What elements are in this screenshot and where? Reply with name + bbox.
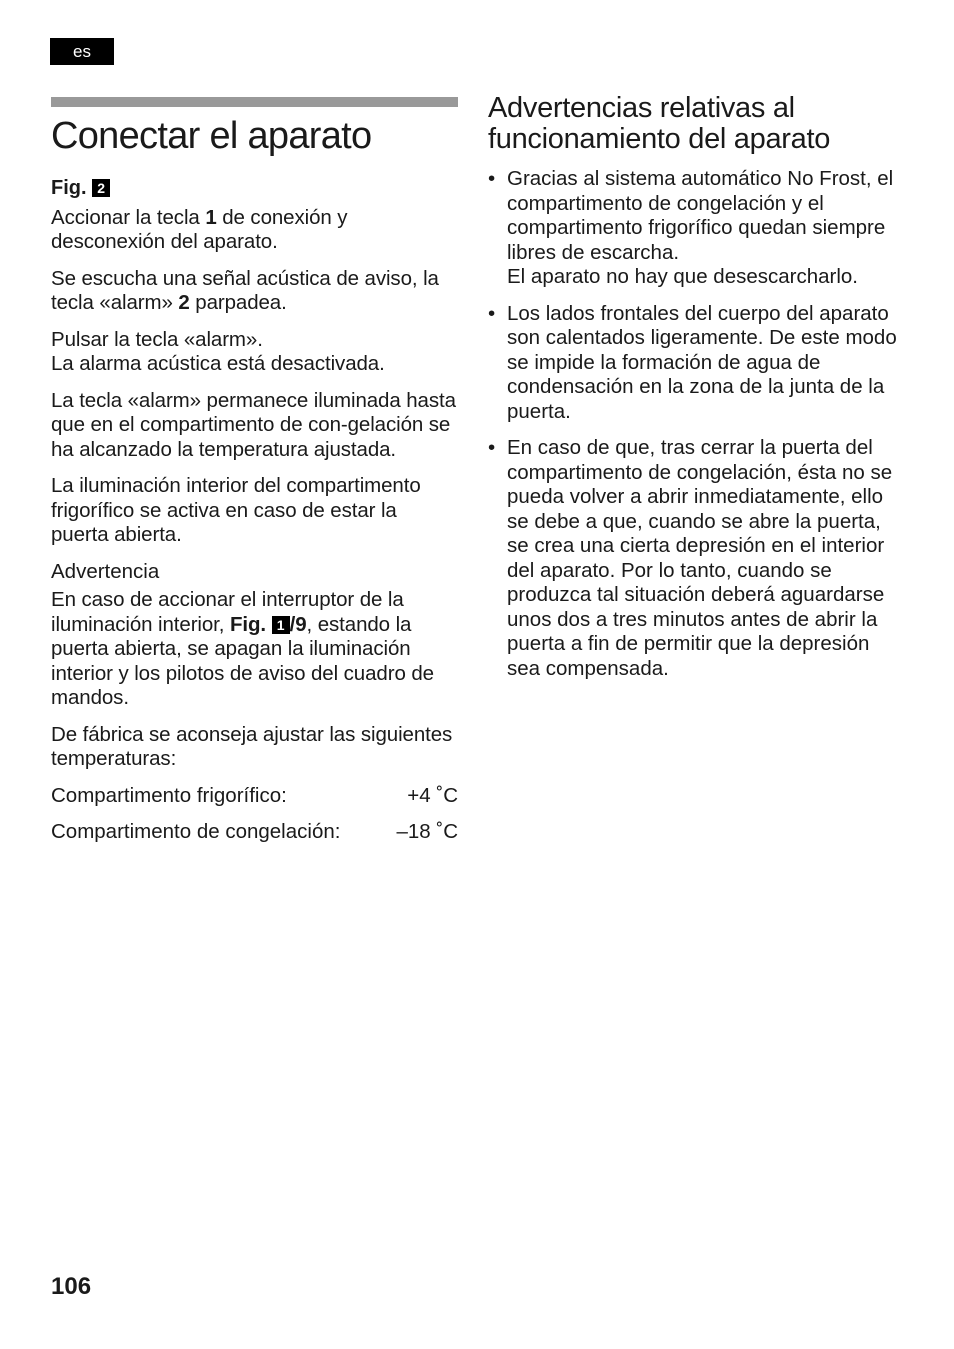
paragraph-alarm-signal: Se escucha una señal acústica de aviso, la tecla «alarm» 2 parpadea.: [51, 266, 439, 315]
warning-paragraph: En caso de accionar el interruptor de la iluminación interior, Fig. 1 /9, estando la puerta abierta, se apagan la iluminación interior y los pilotos de aviso del cuadro de mandos.: [51, 588, 434, 710]
bullet-icon: •: [488, 301, 496, 325]
list-item: • En caso de que, tras cerrar la puerta del compartimento de congelación, ésta no se pueda volver a abrir inmediatamente, ello se debe a que, cuando se abre la puerta, se crea una cierta depresión en el interior del aparato. Por lo tanto, cuando se produzca tal situación deberá aguardarse unos dos a tres minutos antes de abrir la puerta a fin de permitir que la depresión sea compensada.: [488, 436, 893, 680]
paragraph-factory-temps: De fábrica se aconseja ajustar las siguientes temperaturas:: [51, 722, 453, 771]
paragraph-press-alarm: Pulsar la tecla «alarm». La alarma acústica está desactivada.: [51, 327, 385, 376]
paragraph-switch-on: Accionar la tecla 1 de conexión y desconexión del aparato.: [51, 205, 348, 254]
language-tab: es: [50, 38, 114, 65]
section-title-warnings: Advertencias relativas al funcionamiento del aparato: [488, 92, 831, 155]
temperature-label: Compartimento de congelación:: [51, 820, 341, 844]
left-column: [51, 97, 458, 857]
bullet-icon: •: [488, 167, 496, 190]
temperature-value: –18 ˚C: [396, 820, 458, 844]
warnings-list: [488, 167, 903, 681]
right-column: [488, 93, 903, 693]
paragraph-interior-light: La iluminación interior del compartimento frigorífico se activa en caso de estar la puerta abierta.: [51, 474, 421, 547]
section-rule: [51, 97, 458, 107]
section-title-connect: Conectar el aparato: [51, 115, 372, 157]
paragraph-alarm-illuminated: La tecla «alarm» permanece iluminada hasta que en el compartimento de con-gelación se ha alcanzado la temperatura ajustada.: [51, 388, 456, 461]
temperature-row-freezer: [51, 820, 458, 845]
list-item: • Los lados frontales del cuerpo del aparato son calentados ligeramente. De este modo se impide la formación de agua de condensación en la zona de la junta de la puerta.: [488, 301, 897, 423]
temperature-row-fridge: [51, 784, 458, 809]
figure-number-badge: 1: [272, 616, 290, 634]
figure-reference: Fig. 2: [51, 176, 458, 200]
warning-heading: Advertencia: [51, 559, 160, 583]
figure-number-badge: 2: [92, 179, 110, 197]
page-number: 106: [51, 1273, 92, 1300]
temperature-value: +4 ˚C: [407, 783, 458, 807]
list-item: • Gracias al sistema automático No Frost, el compartimento de congelación y el compartimento frigorífico quedan siempre libres de escarcha. El aparato no hay que desescarcharlo.: [488, 167, 894, 288]
temperature-label: Compartimento frigorífico:: [51, 783, 287, 807]
bullet-icon: •: [488, 436, 496, 459]
